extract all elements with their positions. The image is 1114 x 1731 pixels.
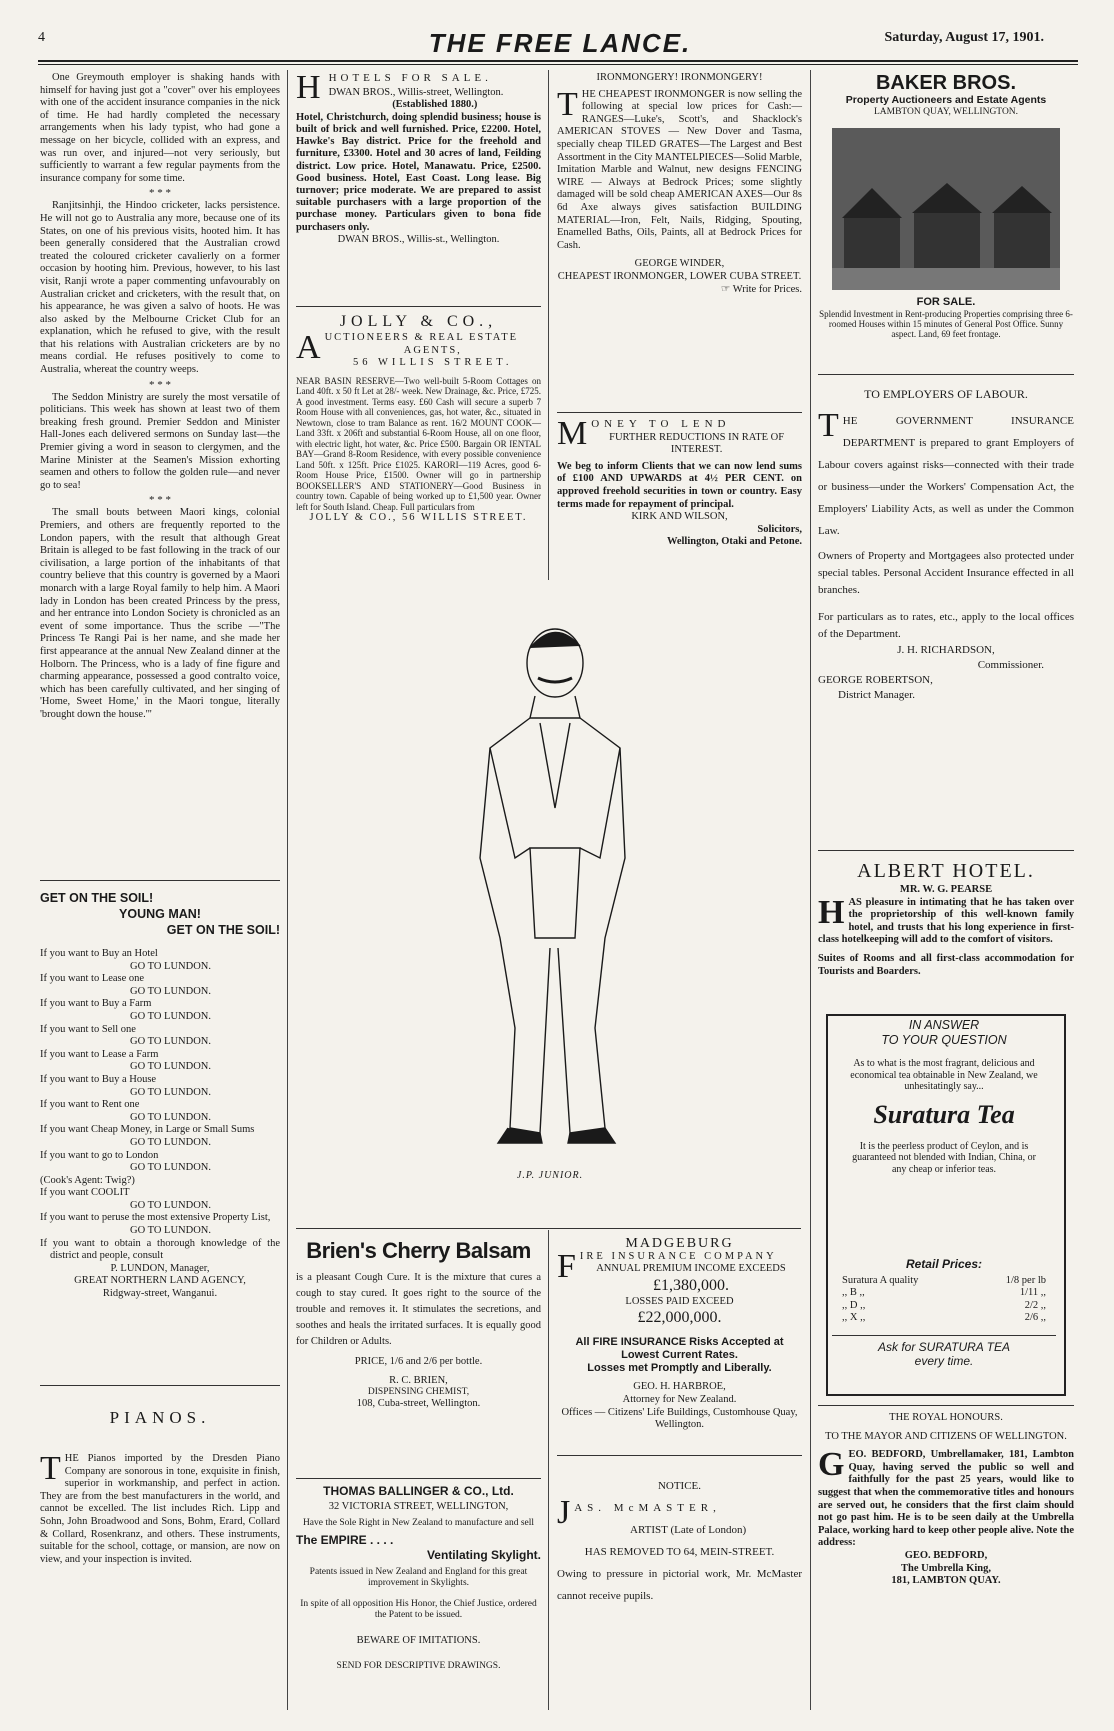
employers-sign: J. H. RICHARDSON, <box>897 644 995 656</box>
baker-forsale <box>818 296 1074 339</box>
soil-want-line: If you want to peruse the most extensive Property List, <box>40 1212 271 1224</box>
baker-advert <box>818 72 1074 118</box>
issue-date: Saturday, August 17, 1901. <box>884 30 1044 45</box>
mcmaster-artist: ARTIST (Late of London) <box>630 1524 747 1536</box>
tea-price-row <box>832 1312 1056 1325</box>
separator-stars: * * * <box>149 378 171 391</box>
madg-losses: LOSSES PAID EXCEED <box>625 1295 734 1307</box>
soil-want-line: If you want to Lease a Farm <box>40 1048 159 1060</box>
soil-heading-2: YOUNG MAN! <box>119 907 201 921</box>
madg-losses-amount: £22,000,000. <box>637 1309 722 1327</box>
section-rule <box>557 1455 802 1456</box>
kirk-sign: KIRK AND WILSON, <box>631 511 728 523</box>
mcmaster-moved: HAS REMOVED TO 64, MEIN-STREET. <box>584 1546 775 1558</box>
winder-sign: ☞ Write for Prices. <box>720 283 802 295</box>
soil-heading-1: GET ON THE SOIL! <box>40 891 154 905</box>
separator-stars: * * * <box>149 187 171 200</box>
madg-sign: Offices — Citizens' Life Buildings, Customhouse Quay, Wellington. <box>561 1406 798 1431</box>
soil-want-line: If you want to Rent one <box>40 1099 140 1111</box>
albert-title: ALBERT HOTEL. <box>857 860 1035 882</box>
jolly-advert <box>296 312 541 525</box>
employers-text-2: Owners of Property and Mortgagees also protected under special tables. Personal Accident Insurance effected in all branches. <box>818 550 1074 596</box>
section-rule <box>40 880 280 881</box>
ballinger-patent: Patents issued in New Zealand and England for this great improvement in Skylights. <box>309 1566 528 1588</box>
masthead-rule-thin <box>38 64 1078 65</box>
ballinger-advert <box>296 1484 541 1672</box>
hotels-est: (Established 1880.) <box>392 99 478 111</box>
pianos-title: PIANOS. <box>109 1408 211 1427</box>
employers-sign: GEORGE ROBERTSON, <box>818 674 933 686</box>
madg-all: All FIRE INSURANCE Risks Accepted at Lowest Current Rates. <box>575 1336 784 1362</box>
tea-price-label: ,, B ,, <box>842 1287 865 1299</box>
soil-want-line: If you want to Buy a Farm <box>40 998 152 1010</box>
pianos-text: HE Pianos imported by the Dresden Piano Company are sonorous in tone, exquisite in finish, superior in workmanship, and perfect in action. They are from the best manufacturers in the world, and cannot be excelled. The list includes Rich. Lipp and Sohn, John Broadwood and Sons, Bohm, Erard, Collard & Collard, Rosenkranz, and others. These instruments, suitable for the school, cottage, or mansion, are now on view, and your inspection is invited. <box>40 1453 280 1565</box>
caricature-illustration <box>420 608 680 1158</box>
albert-hotel-advert <box>818 858 1074 978</box>
dropcap-letter: T <box>557 85 578 123</box>
ballinger-send: SEND FOR DESCRIPTIVE DRAWINGS. <box>336 1661 501 1672</box>
dropcap-letter: T <box>818 407 839 444</box>
baker-address: LAMBTON QUAY, WELLINGTON. <box>873 106 1019 117</box>
tea-price-label: ,, D ,, <box>842 1299 866 1311</box>
soil-goto-line: GO TO LUNDON. <box>130 1136 211 1148</box>
royal-sub: TO THE MAYOR AND CITIZENS OF WELLINGTON. <box>825 1430 1067 1442</box>
madgeburg-advert <box>557 1238 802 1432</box>
ballinger-empire: Ventilating Skylight. <box>426 1547 541 1562</box>
section-rule <box>818 1405 1074 1406</box>
section-rule <box>557 412 802 413</box>
kirk-sign: Wellington, Otaki and Petone. <box>666 536 802 548</box>
page-number: 4 <box>38 30 45 45</box>
employers-title: TO EMPLOYERS OF LABOUR. <box>864 387 1028 401</box>
tea-price-value: 1/11 ,, <box>1019 1287 1046 1299</box>
ballinger-beware: BEWARE OF IMITATIONS. <box>356 1634 481 1646</box>
tea-heading-1: IN ANSWER <box>908 1018 980 1032</box>
lundon-advert <box>40 890 280 1301</box>
dropcap-letter: A <box>296 329 321 366</box>
employers-text: HE GOVERNMENT INSURANCE DEPARTMENT is prepared to grant Employers of Labour covers against risks—connected with their trade or business—under the Workers' Compensation Act, the Employers' Liability Acts, as well as under the Common Law. <box>818 415 1074 537</box>
madg-sign: GEO. H. HARBROE, <box>633 1381 726 1393</box>
soil-want-line: If you want to Lease one <box>40 973 145 985</box>
tea-text-2: It is the peerless product of Ceylon, and is guaranteed not blended with Indian, China, or any cheap or inferior teas. <box>852 1140 1036 1175</box>
hotels-text: Hotel, Christchurch, doing splendid business; house is built of brick and well furnished. Price, £2200. Hotel, Hawke's Bay district. Price for the freehold and furniture, £3300. Hotel and 30 acres of land, Feilding district. Low price. Hotel, Manawatu. Price, £2500. Good business. Hotel, East Coast. Long lease. Big turnover; price moderate. We are prepared to assist suitable purchasers with a large proportion of the purchase money. Particulars given to bona fide purchasers only. <box>296 111 541 233</box>
tea-price-row <box>832 1275 1056 1288</box>
ballinger-text: Have the Sole Right in New Zealand to manufacture and sell <box>302 1517 535 1528</box>
dropcap-letter: F <box>557 1247 576 1285</box>
tea-text-1: As to what is the most fragrant, delicious and economical tea obtainable in New Zealand, we unhesitatingly say... <box>850 1058 1038 1092</box>
soil-goto-line: GO TO LUNDON. <box>130 1036 211 1048</box>
article-paragraph: The small bouts between Maori kings, colonial Premiers, and others are frequently reported to the London papers, with the result that although Great Britain is alleged to be fast following in the track of our civilisation, a large portion of the inhabitants of that country believe that this country is governed by a Maori monarch with a large Royal family to help him. A Maori lady in London has been created Princess by the press, and her entrance into London Society is chronicled as an event of some importance. Thus the scribe —"The Princess Te Rangi Pai is her name, and she made her first appearance at the annual New Zealand dinner at the Holborn. The Princess, who is a lady of fine figure and charming appearance, possessed a good contralto voice, which has been carefully cultivated, and her singing of 'Home, Sweet Home,' in the Maori tongue, literally 'brought down the house.'" <box>40 507 280 720</box>
jolly-title: JOLLY & CO., <box>339 313 498 330</box>
winder-advert <box>557 72 802 296</box>
dropcap-letter: M <box>557 415 588 452</box>
madg-income: ANNUAL PREMIUM INCOME EXCEEDS <box>596 1263 786 1275</box>
dropcap-letter: J <box>557 1494 571 1531</box>
employers-sign: District Manager. <box>838 689 915 701</box>
dropcap-letter: H <box>818 893 845 931</box>
albert-mr: MR. W. G. PEARSE <box>899 884 993 895</box>
ballinger-empire: The EMPIRE . . . . <box>296 1532 394 1547</box>
employers-text-3: For particulars as to rates, etc., apply to the local offices of the Department. <box>818 611 1074 640</box>
baker-title: BAKER BROS. <box>875 72 1016 94</box>
bedford-advert <box>818 1412 1074 1588</box>
royal-sign: 181, LAMBTON QUAY. <box>891 1575 1001 1587</box>
article-paragraph: The Seddon Ministry are surely the most versatile of politicians. This week has shown at least two of them breaking fresh ground. Premier Seddon and Minister Hall-Jones each delivered sermons on Sunday last—the Premier giving a word in season to clergymen, and the Marine Minister at the Seamen's Mission exhorting seamen and others to follow the golden rule—and never go to sea! <box>40 391 280 491</box>
brien-text: is a pleasant Cough Cure. It is the mixture that cures a cough to stay cured. It goes right to the source of the trouble and removes it. It stimulates the secretions, and soothes and heals the irritated surfaces. It is equally good for Children or Adults. <box>296 1272 541 1347</box>
tea-price-value: 2/6 ,, <box>1024 1312 1046 1324</box>
soil-goto-line: GO TO LUNDON. <box>130 1162 211 1174</box>
money-text: We beg to inform Clients that we can now lend sums of £100 AND UPWARDS at 4½ PER CENT. on approved freehold securities in town or country. Easy terms made for repayment of principal. <box>557 460 802 510</box>
tea-heading-2: TO YOUR QUESTION <box>881 1033 1007 1047</box>
brien-price: PRICE, 1/6 and 2/6 per bottle. <box>354 1356 483 1367</box>
brien-sign: 108, Cuba-street, Wellington. <box>356 1398 481 1410</box>
royal-sign: GEO. BEDFORD, <box>904 1549 988 1561</box>
soil-want-line: If you want COOLIT <box>40 1187 130 1199</box>
tea-brand: Suratura Tea <box>873 1099 1015 1129</box>
lundon-sign: GREAT NORTHERN LAND AGENCY, <box>74 1275 246 1287</box>
mcmaster-advert <box>557 1475 802 1607</box>
madg-sub: IRE INSURANCE COMPANY <box>579 1250 777 1262</box>
property-photo <box>832 128 1060 290</box>
soil-end: If you want to obtain a thorough knowledge of the district and people, consult <box>40 1237 280 1262</box>
notice-title: NOTICE. <box>657 1480 702 1492</box>
tea-prices-list <box>832 1275 1056 1325</box>
soil-goto-line: GO TO LUNDON. <box>130 1061 211 1073</box>
tea-prices-title: Retail Prices: <box>905 1257 983 1271</box>
section-rule <box>818 374 1074 375</box>
albert-text: AS pleasure in intimating that he has taken over the proprietorship of this well-known family hotel, and trusts that his long experience in first-class hotelkeeping will add to the comfort of visitors. <box>818 896 1074 946</box>
hotels-title: HOTELS FOR SALE. <box>328 72 492 84</box>
royal-sign: The Umbrella King, <box>901 1562 991 1574</box>
lundon-sign: Ridgway-street, Wanganui. <box>102 1288 218 1300</box>
dwan-advert <box>296 69 541 246</box>
royal-title: THE ROYAL HONOURS. <box>889 1412 1003 1423</box>
jolly-subtitle: AGENTS, <box>403 344 462 356</box>
column-divider <box>810 70 811 1710</box>
jolly-text: NEAR BASIN RESERVE—Two well-built 5-Room Cottages on Land 40ft. x 50 ft Let at 28/- week. New Drainage, &c. Price, £725. A good investment. Terms easy. £60 Cash will secure a superb 7 Room House with all conveniences, gas, hot water, &c., situated in Newtown, close to tram Balance as rent. 16/2 MOUNT COOK—Land 33ft. x 206ft and substantial 6-Room House, all on one floor, with electric light, hot water, &c. Price £500. Bargain OR IENTAL BAY—Grand 8-Room Residence, with every possible convenience Land 50ft. x 125ft. Price £1025. KARORI—119 Acres, good 6-Room House Price, £1500. Owner will go in partnership BOOKSELLER'S AND STATIONERY—Good Business in country town. Capable of being worked up to £1,500 year. Owner left for South Island. Cheap. Full particulars from <box>296 375 541 512</box>
tea-price-row <box>832 1287 1056 1300</box>
article-paragraph: One Greymouth employer is shaking hands with himself for having just got a "cover" over his employees with one of the accident insurance companies in the nick of time. He had hardly completed the necessary arrangements when his lady typist, who had gone a message on her bicycle, collided with an express, and was run over, and injured—not very seriously, but sufficiently to warrant a few regular payments from the insurance company for some time. <box>40 72 280 184</box>
forsale-title: FOR SALE. <box>916 296 976 308</box>
lundon-sign: P. LUNDON, Manager, <box>110 1262 210 1274</box>
iron-text: HE CHEAPEST IRONMONGER is now selling the following at special low prices for Cash:— RANGES—Luke's, Scott's, and Shacklock's AMERICAN STOVES — New Dover and Tasma, specially cheap TILED GRATES—The Largest and Best Assortment in the City MANTELPIECES—Solid Marble, Imitation Marble and Walnut, new designs FENCING WIRE — Always at Bedrock Prices; some slightly damaged will be sold cheap AMERICAN AXES—Our 8s 6d Axe always gives satisfaction BUILDING MATERIAL—Iron, Felt, Nails, Ridging, Spouting, Enamelled Baths, Oils, Paints, all at Bedrock Prices for Cash. <box>557 88 802 251</box>
section-rule <box>296 306 541 307</box>
brien-sign: R. C. BRIEN, <box>389 1374 448 1386</box>
column-divider <box>548 70 549 580</box>
soil-want-line: If you want to Buy an Hotel <box>40 948 158 959</box>
ballinger-title: THOMAS BALLINGER & CO., Ltd. <box>323 1484 514 1498</box>
iron-title: IRONMONGERY! IRONMONGERY! <box>596 72 763 83</box>
houses-photo <box>832 128 1060 290</box>
madg-title: MADGEBURG <box>625 1236 734 1251</box>
column-1 <box>40 72 280 724</box>
tea-ask: Ask for SURATURA TEA <box>877 1339 1011 1354</box>
tea-price-value: 1/8 per lb <box>1005 1274 1046 1286</box>
winder-sign: GEORGE WINDER, <box>634 258 725 270</box>
winder-sign: CHEAPEST IRONMONGER, LOWER CUBA STREET. <box>557 270 802 282</box>
mcmaster-name: AS. McMASTER, <box>574 1502 721 1514</box>
column-divider <box>548 1230 549 1710</box>
standing-man-drawing <box>420 608 680 1158</box>
money-sub: FURTHER REDUCTIONS IN RATE OF INTEREST. <box>609 431 785 456</box>
brien-advert <box>296 1238 541 1411</box>
soil-goto-line: GO TO LUNDON. <box>130 985 211 997</box>
government-insurance-advert <box>818 386 1074 703</box>
ballinger-opposition: In spite of all opposition His Honor, the Chief Justice, ordered the Patent to be issued. <box>300 1598 537 1620</box>
soil-goto-line: GO TO LUNDON. <box>130 1199 211 1211</box>
soil-want-line: If you want to Buy a House <box>40 1073 157 1085</box>
soil-want-line: (Cook's Agent: Twig?) <box>40 1174 135 1186</box>
baker-subtitle: Property Auctioneers and Estate Agents <box>845 94 1047 106</box>
kirk-sign: Solicitors, <box>757 523 802 535</box>
tea-price-value: 2/2 ,, <box>1024 1299 1046 1311</box>
soil-want-line: If you want Cheap Money, in Large or Small Sums <box>40 1124 255 1136</box>
soil-goto-line: GO TO LUNDON. <box>130 1086 211 1098</box>
soil-goto-line: GO TO LUNDON. <box>130 1010 211 1022</box>
section-rule <box>40 1385 280 1386</box>
dropcap-letter: H <box>296 69 325 106</box>
illustration-caption: J.P. JUNIOR. <box>516 1170 584 1181</box>
soil-want-line: If you want to go to London <box>40 1149 159 1161</box>
separator-stars: * * * <box>149 494 171 507</box>
soil-goto-line: GO TO LUNDON. <box>130 1111 211 1123</box>
mcmaster-text: Owing to pressure in pictorial work, Mr. McMaster cannot receive pupils. <box>557 1568 802 1602</box>
jolly-address: 56 WILLIS STREET. <box>353 357 513 369</box>
soil-list <box>40 948 280 1238</box>
soil-heading-3: GET ON THE SOIL! <box>166 923 280 937</box>
madg-prompt: Losses met Promptly and Liberally. <box>587 1362 772 1375</box>
hand-pointer-icon: ☞ <box>720 283 733 295</box>
madg-income-amount: £1,380,000. <box>652 1276 729 1294</box>
soil-want-line: If you want to Sell one <box>40 1023 136 1035</box>
article-paragraph: Ranjitsinhji, the Hindoo cricketer, lacks persistence. He will not go to Australia any more, because one of its States, on one of his previous visits, hooted him. It has been generally considered that the Australian crowd treated the coloured cricketer cavalierly on a former occasion by hooting him. Previous, however, to his last visit, Ranji wrote a paper commenting unfavourably on Australian cricket and cricketers, with the result that, on his appearance, he was given a salvo of hoots. He was also asked by the Melbourne Cricket Club for an explanation, which he refused to give, with the result that his relations with Australian cricketers are by no means cordial. He refuses positively to come to Australia, whereat the country weeps. <box>40 200 280 376</box>
hotels-sign: DWAN BROS., Willis-st., Wellington. <box>337 233 500 245</box>
section-rule <box>296 1478 541 1479</box>
brien-title: Brien's Cherry Balsam <box>306 1238 531 1263</box>
dropcap-letter: T <box>40 1450 61 1487</box>
pianos-advert <box>40 1395 280 1566</box>
royal-text: EO. BEDFORD, Umbrellamaker, 181, Lambton Quay, having served the public so well and faithfully for the past 25 years, would like to suggest that when the commemorative titles and honours are served out, he considers that the first claim should not go past him. He is to be seen daily at the Umbrella Palace, working hard to keep other people alive. Note the address: <box>818 1449 1074 1549</box>
money-title: ONEY TO LEND <box>591 418 731 430</box>
hotels-agent: DWAN BROS., Willis-street, Wellington. <box>328 86 504 98</box>
albert-text-2: Suites of Rooms and all first-class accommodation for Tourists and Boarders. <box>818 952 1074 977</box>
section-rule <box>296 1228 801 1229</box>
ballinger-address: 32 VICTORIA STREET, WELLINGTON, <box>328 1501 509 1512</box>
kirk-advert <box>557 415 802 549</box>
soil-goto-line: GO TO LUNDON. <box>130 960 211 972</box>
masthead-title: THE FREE LANCE. <box>428 28 692 58</box>
jolly-sign: JOLLY & CO., 56 WILLIS STREET. <box>309 512 528 524</box>
column-divider <box>287 70 288 1710</box>
tea-ask: every time. <box>914 1353 974 1368</box>
forsale-text: Splendid Investment in Rent-producing Properties comprising three 6-roomed Houses within 15 minutes of General Post Office. Sunny aspect. Land, 69 feet frontage. <box>819 308 1073 339</box>
suratura-advert <box>832 1018 1056 1175</box>
masthead-rule <box>38 60 1078 62</box>
suratura-prices <box>832 1258 1056 1368</box>
employers-sign: Commissioner. <box>977 659 1044 671</box>
tea-price-label: Suratura A quality <box>842 1274 919 1286</box>
dropcap-letter: G <box>818 1446 845 1484</box>
tea-price-label: ,, X ,, <box>842 1312 866 1324</box>
madg-sign: Attorney for New Zealand. <box>622 1393 737 1405</box>
brien-sign: DISPENSING CHEMIST, <box>367 1387 470 1398</box>
jolly-subtitle: UCTIONEERS & REAL ESTATE <box>324 332 519 343</box>
soil-goto-line: GO TO LUNDON. <box>130 1225 211 1237</box>
section-rule <box>818 850 1074 851</box>
tea-price-row <box>832 1300 1056 1313</box>
